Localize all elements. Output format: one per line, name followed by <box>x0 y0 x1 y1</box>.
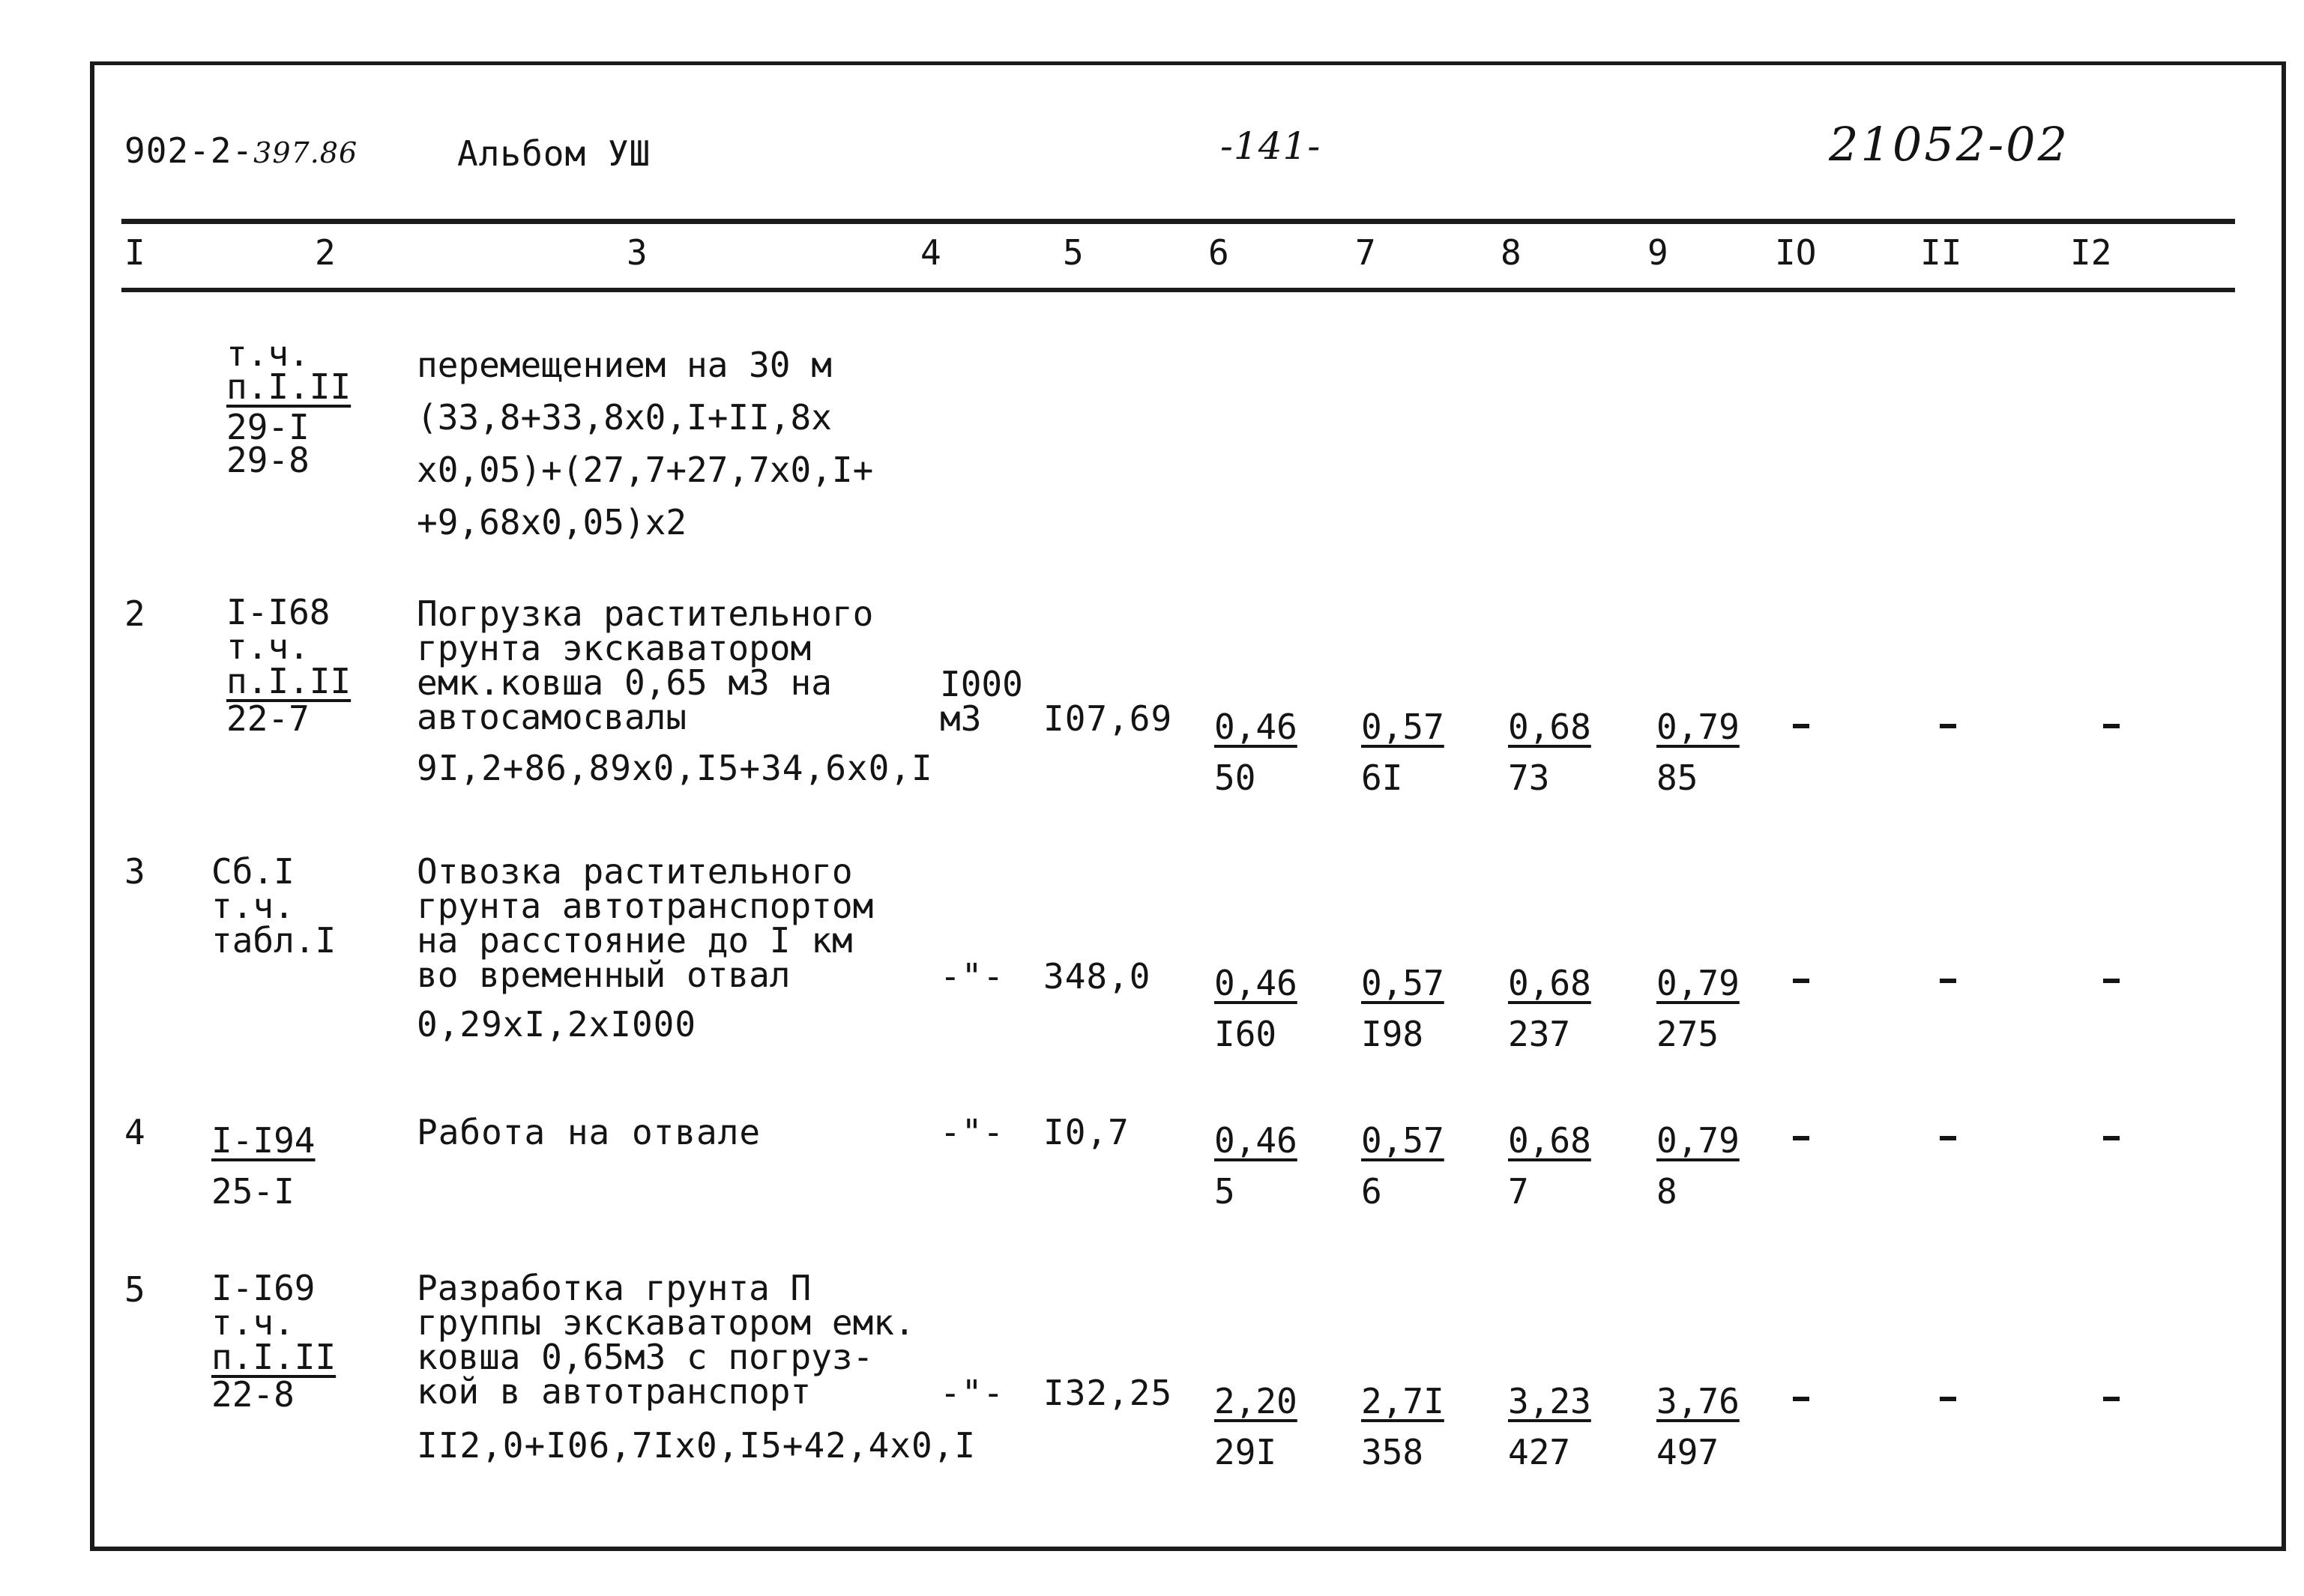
row-unit: I000 м3 <box>940 664 1023 739</box>
row-col8: 0,68 73 <box>1508 707 1591 798</box>
row-code: I-I68 т.ч. п.I.II 22-7 <box>226 592 352 739</box>
column-number: 7 <box>1355 232 1376 273</box>
row-col12-dash <box>2103 724 2120 728</box>
row-col7: 0,57 I98 <box>1361 963 1444 1054</box>
row-quantity: 348,0 <box>1043 956 1151 997</box>
row-col8: 3,23 427 <box>1508 1381 1591 1472</box>
header-rule-bottom <box>121 288 2235 292</box>
row-description: Отвозка растительного грунта автотранспортом на расстояние до I км во временный отвал <box>417 851 874 995</box>
column-number: 2 <box>315 232 336 273</box>
row-col12-dash <box>2103 1136 2120 1140</box>
row-col11-dash <box>1940 1397 1956 1401</box>
doc-code: 902-2-397.86 <box>124 130 358 171</box>
doc-code-handwritten: 397.86 <box>253 136 358 169</box>
row-col7: 0,57 6I <box>1361 707 1444 798</box>
page-number: -141- <box>1220 124 1321 168</box>
continuation-code: т.ч. п.I.II 29-I 29-8 <box>226 333 352 480</box>
column-number: I <box>124 232 145 273</box>
header-rule-top <box>121 219 2235 224</box>
row-unit: -"- <box>940 956 1005 997</box>
row-col10-dash <box>1793 724 1809 728</box>
reference-number: 21052-02 <box>1829 117 2070 172</box>
column-number: 8 <box>1501 232 1522 273</box>
row-col8: 0,68 7 <box>1508 1120 1591 1212</box>
row-col6: 2,20 29I <box>1214 1381 1297 1472</box>
row-unit: -"- <box>940 1373 1005 1413</box>
column-number: I2 <box>2070 232 2112 273</box>
row-col12-dash <box>2103 1397 2120 1401</box>
album-label: Альбом УШ <box>457 133 651 174</box>
column-number: IO <box>1775 232 1817 273</box>
row-col11-dash <box>1940 979 1956 983</box>
row-col12-dash <box>2103 979 2120 983</box>
row-col9: 3,76 497 <box>1656 1381 1740 1472</box>
column-number: 9 <box>1647 232 1668 273</box>
row-col10-dash <box>1793 1136 1809 1140</box>
continuation-text: перемещением на 30 м (33,8+33,8x0,I+II,8x x0,05)+(27,7+27,7x0,I+ +9,68x0,05)x2 <box>417 345 874 542</box>
row-col10-dash <box>1793 1397 1809 1401</box>
row-number: 4 <box>124 1112 146 1152</box>
row-col11-dash <box>1940 724 1956 728</box>
row-unit: -"- <box>940 1112 1005 1152</box>
row-quantity: I0,7 <box>1043 1112 1130 1152</box>
row-number: 2 <box>124 593 146 634</box>
row-quantity: I07,69 <box>1043 698 1173 739</box>
row-quantity: I32,25 <box>1043 1373 1173 1413</box>
row-col7: 2,7I 358 <box>1361 1381 1444 1472</box>
row-col10-dash <box>1793 979 1809 983</box>
row-description: Погрузка растительного грунта экскаватором емк.ковша 0,65 м3 на автосамосвалы <box>417 593 874 737</box>
row-formula: 9I,2+86,89x0,I5+34,6x0,I <box>417 748 933 788</box>
row-col6: 0,46 5 <box>1214 1120 1297 1212</box>
row-formula: II2,0+I06,7Ix0,I5+42,4x0,I <box>417 1425 977 1466</box>
row-number: 3 <box>124 851 146 892</box>
row-col9: 0,79 85 <box>1656 707 1740 798</box>
row-description: Работа на отвале <box>417 1112 762 1152</box>
row-col9: 0,79 8 <box>1656 1120 1740 1212</box>
row-col8: 0,68 237 <box>1508 963 1591 1054</box>
column-number: 4 <box>920 232 941 273</box>
row-col11-dash <box>1940 1136 1956 1140</box>
row-col9: 0,79 275 <box>1656 963 1740 1054</box>
column-number: 6 <box>1208 232 1229 273</box>
row-col6: 0,46 I60 <box>1214 963 1297 1054</box>
row-formula: 0,29xI,2xI000 <box>417 1004 697 1045</box>
column-number: 3 <box>627 232 648 273</box>
row-code: I-I94 25-I <box>211 1120 316 1212</box>
row-col6: 0,46 50 <box>1214 707 1297 798</box>
row-description: Разработка грунта П группы экскаватором емк. ковша 0,65м3 с погруз- кой в автотранспорт <box>417 1268 915 1412</box>
column-number: II <box>1920 232 1962 273</box>
row-number: 5 <box>124 1269 146 1310</box>
row-code: Сб.I т.ч. табл.I <box>211 851 337 961</box>
row-col7: 0,57 6 <box>1361 1120 1444 1212</box>
row-code: I-I69 т.ч. п.I.II 22-8 <box>211 1268 337 1415</box>
column-number: 5 <box>1063 232 1084 273</box>
